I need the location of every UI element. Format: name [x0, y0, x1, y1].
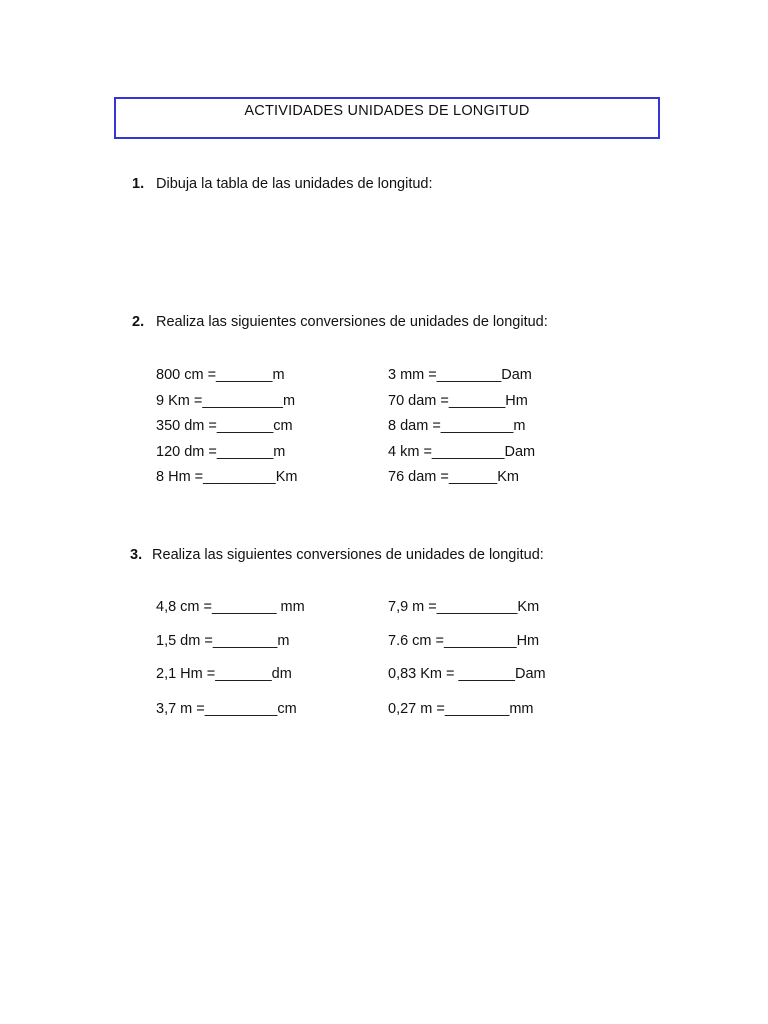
conversion-item: 3,7 m =_________cm [156, 701, 297, 717]
question-3 [130, 547, 544, 563]
conversion-item: 7.6 cm =_________Hm [388, 633, 540, 649]
conversion-item: 1,5 dm =________m [156, 633, 290, 649]
question-number: 1. [132, 176, 145, 192]
question-2 [132, 314, 548, 330]
conversion-item: 7,9 m =__________Km [388, 599, 540, 615]
conversion-item: 2,1 Hm =_______dm [156, 666, 292, 682]
conversion-item: 70 dam =_______Hm [388, 393, 528, 409]
conversion-item: 120 dm =_______m [156, 444, 286, 460]
question-number: 3. [130, 547, 143, 563]
question-text: Realiza las siguientes conversiones de unidades de longitud: [156, 314, 548, 330]
conversion-item: 9 Km =__________m [156, 393, 296, 409]
conversion-item: 800 cm =_______m [156, 367, 285, 383]
conversion-item: 0,27 m =________mm [388, 701, 534, 717]
conversion-item: 0,83 Km = _______Dam [388, 666, 546, 682]
conversion-item: 4 km =_________Dam [388, 444, 536, 460]
question-1 [132, 176, 433, 192]
question-text: Realiza las siguientes conversiones de unidades de longitud: [148, 547, 544, 563]
conversion-item: 350 dm =_______cm [156, 418, 293, 434]
question-number: 2. [132, 314, 145, 330]
page-title: ACTIVIDADES UNIDADES DE LONGITUD [244, 103, 530, 119]
conversion-item: 8 dam =_________m [388, 418, 526, 434]
title-box [114, 97, 660, 139]
conversion-item: 76 dam =______Km [388, 469, 519, 485]
conversion-item: 3 mm =________Dam [388, 367, 532, 383]
question-text: Dibuja la tabla de las unidades de longitud: [156, 176, 433, 192]
conversion-item: 4,8 cm =________ mm [156, 599, 305, 615]
conversion-item: 8 Hm =_________Km [156, 469, 298, 485]
